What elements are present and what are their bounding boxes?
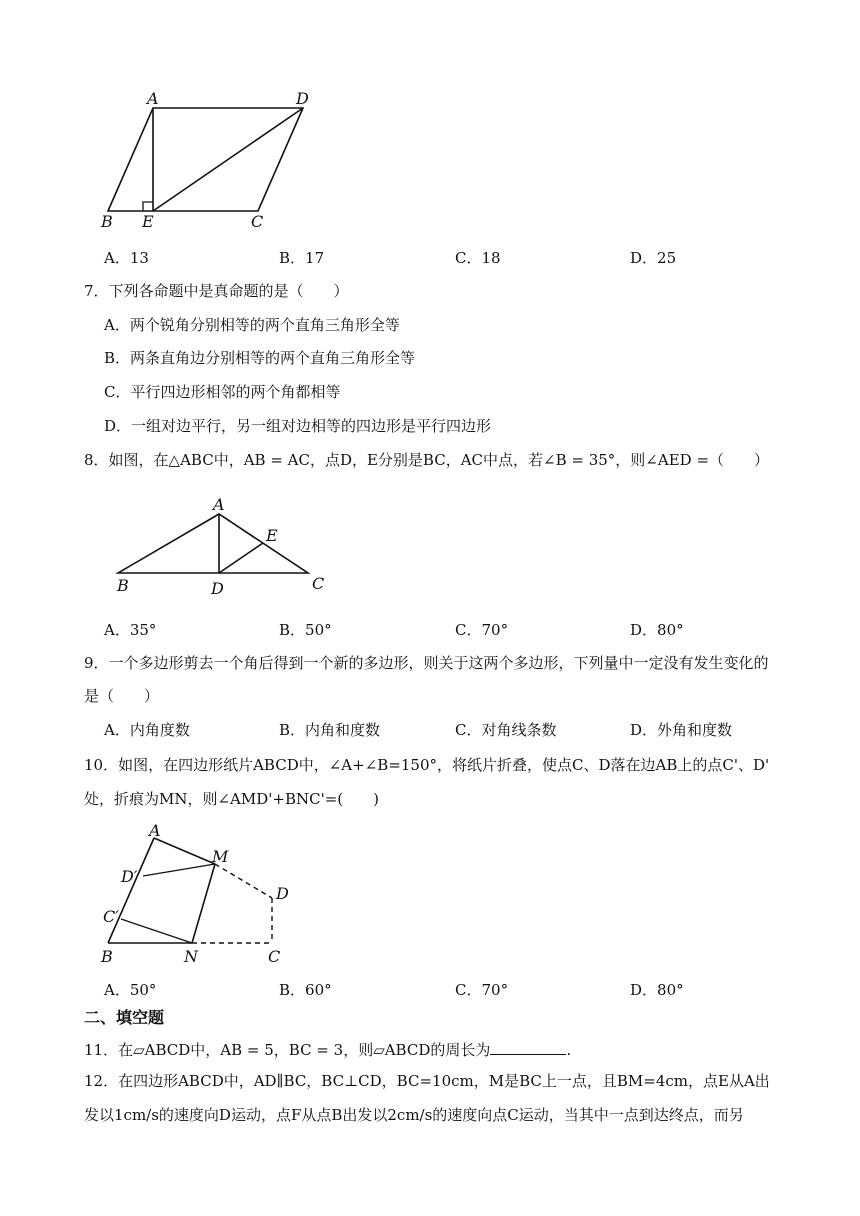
q10-label-C: C (268, 947, 281, 966)
label-E: E (142, 212, 154, 231)
q10-option-a[interactable]: A．50° (104, 981, 157, 999)
q10-label-N: N (184, 947, 198, 966)
q10-label-Cp: C′ (103, 907, 119, 926)
q9-option-b[interactable]: B．内角和度数 (279, 721, 381, 739)
q10-stem-line1: 10．如图，在四边形纸片ABCD中，∠A+∠B=150°，将纸片折叠，使点C、D落在边AB上的点C'、D' (84, 756, 770, 774)
q11-answer-blank[interactable] (490, 1038, 566, 1055)
q10-option-b[interactable]: B．60° (279, 981, 332, 999)
q10-label-M: M (212, 847, 229, 866)
q8-option-b[interactable]: B．50° (279, 621, 332, 639)
q11-suffix: . (566, 1041, 572, 1059)
q10-label-Dp: D′ (121, 867, 138, 886)
q7-option-b[interactable]: B．两条直角边分别相等的两个直角三角形全等 (104, 349, 416, 367)
q8-option-c[interactable]: C．70° (455, 621, 509, 639)
q10-label-A: A (149, 821, 161, 840)
q6-option-c[interactable]: C．18 (455, 249, 501, 267)
q8-option-d[interactable]: D．80° (630, 621, 684, 639)
q7-option-c[interactable]: C．平行四边形相邻的两个角都相等 (104, 383, 341, 401)
q12-line2: 发以1cm/s的速度向D运动，点F从点B出发以2cm/s的速度向点C运动，当其中一点到达终点，而另 (84, 1106, 744, 1124)
q10-label-D: D (276, 884, 289, 903)
q8-label-A: A (213, 495, 225, 514)
q11-stem (84, 1038, 571, 1060)
label-D: D (296, 89, 309, 108)
q10-label-B: B (101, 947, 113, 966)
q8-label-C: C (312, 574, 325, 593)
q9-stem-line2: 是（ ） (84, 687, 160, 705)
q6-option-d[interactable]: D．25 (630, 249, 677, 267)
label-A: A (147, 89, 159, 108)
q12-line1: 12．在四边形ABCD中，AD∥BC，BC⊥CD，BC=10cm，M是BC上一点，且BM=4cm，点E从A出 (84, 1072, 770, 1090)
q7-option-d[interactable]: D．一组对边平行，另一组对边相等的四边形是平行四边形 (104, 417, 492, 435)
q8-option-a[interactable]: A．35° (104, 621, 157, 639)
dashed-md (215, 864, 272, 898)
q9-option-c[interactable]: C．对角线条数 (455, 721, 557, 739)
q10-option-d[interactable]: D．80° (630, 981, 684, 999)
q8-stem: 8．如图，在△ABC中，AB = AC，点D，E分别是BC，AC中点，若∠B = 35°，则∠AED =（ ） (84, 451, 770, 469)
q9-option-a[interactable]: A．内角度数 (104, 721, 190, 739)
segment-nc-prime (121, 919, 192, 943)
q10-option-c[interactable]: C．70° (455, 981, 509, 999)
section-heading-fill-in: 二、填空题 (84, 1008, 165, 1027)
segment-md-prime (143, 864, 215, 876)
q6-option-b[interactable]: B．17 (279, 249, 325, 267)
label-B: B (101, 212, 113, 231)
q9-stem-line1: 9．一个多边形剪去一个角后得到一个新的多边形，则关于这两个多边形，下列量中一定没有发生变化的 (84, 654, 769, 672)
q8-label-D: D (211, 579, 224, 598)
q11-prefix: 11．在▱ABCD中，AB = 5，BC = 3，则▱ABCD的周长为 (84, 1041, 491, 1059)
q10-stem-line2: 处，折痕为MN，则∠AMD'+BNC'=( ) (84, 790, 379, 808)
q9-option-d[interactable]: D．外角和度数 (630, 721, 733, 739)
fold-mn (192, 864, 215, 943)
q8-label-B: B (117, 576, 129, 595)
label-C: C (251, 212, 264, 231)
q7-option-a[interactable]: A．两个锐角分别相等的两个直角三角形全等 (104, 316, 400, 334)
q6-option-a[interactable]: A．13 (104, 249, 149, 267)
q7-stem: 7．下列各命题中是真命题的是（ ） (84, 282, 349, 300)
q8-label-E: E (266, 526, 278, 545)
segment-am (154, 838, 215, 864)
